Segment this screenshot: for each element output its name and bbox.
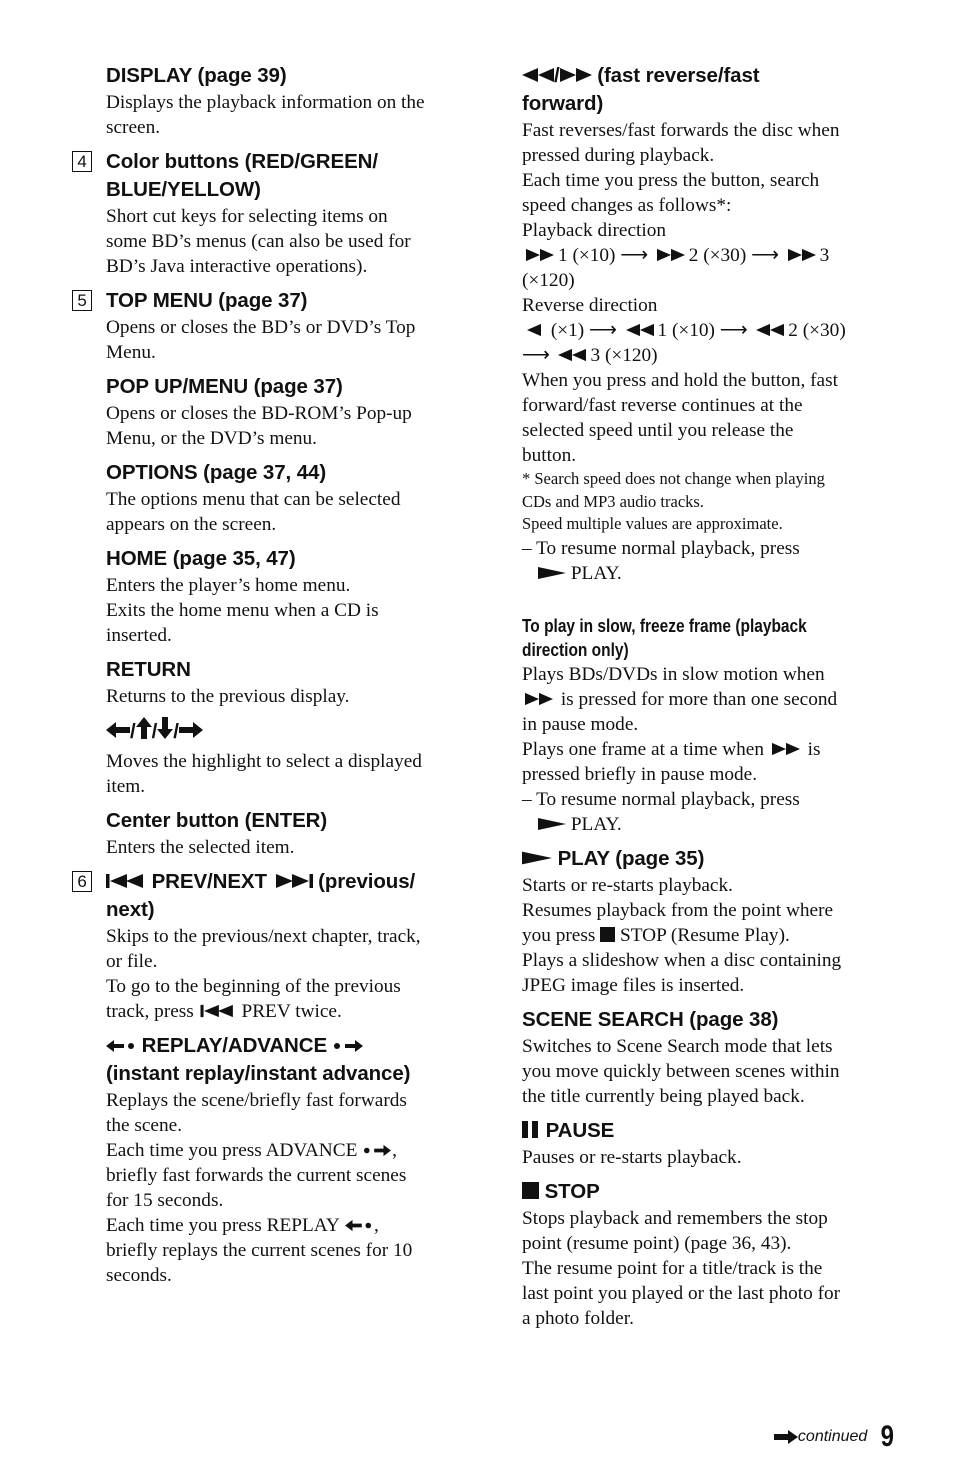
item-number-5: 5 (72, 290, 92, 311)
popup-menu-section (72, 373, 456, 451)
replay-text-7: briefly replays the current scenes for 10 (106, 1240, 413, 1261)
speed-rv1: (×1) (550, 320, 585, 341)
continued-label: continued (797, 1428, 868, 1445)
play-text-3a: you press (522, 924, 596, 946)
next-arrow-icon: ⟶ (751, 245, 779, 266)
stop-text-3: The resume point for a title/track is the (522, 1257, 823, 1279)
pause-text-1: Pauses or re-starts playback. (522, 1146, 742, 1168)
slow-section (522, 614, 874, 837)
fast-text-9: button. (522, 445, 577, 466)
left-column (72, 62, 456, 1296)
prev-next-title: PREV/NEXT (151, 870, 267, 893)
color-heading-line-1: Color buttons (RED/GREEN/ (106, 150, 378, 173)
prev-next-heading (77, 868, 456, 924)
speed-pb4: (×120) (522, 270, 575, 291)
advance-icon-inline (362, 1144, 392, 1157)
slow-text-5: pressed briefly in pause mode. (522, 763, 758, 785)
ff-icon (522, 248, 558, 262)
ff-icon (784, 248, 820, 262)
speed-rv3: 2 (×30) (788, 320, 846, 341)
slow-text-4a: Plays one frame at a time when (522, 738, 765, 760)
fast-note-2: CDs and MP3 audio tracks. (522, 491, 704, 511)
play-icon (538, 817, 566, 831)
display-text-1: Displays the playback information on the (106, 92, 425, 113)
fast-section (522, 62, 874, 586)
ff-icon (522, 692, 556, 706)
stop-section (522, 1178, 874, 1331)
fast-title-2: forward) (522, 92, 604, 115)
play-section (522, 845, 874, 998)
fast-heading (522, 62, 874, 118)
replay-text-8: seconds. (106, 1265, 172, 1286)
advance-icon (333, 1039, 363, 1053)
speed-pb2: 2 (×30) (688, 245, 747, 266)
color-heading-line-2: BLUE/YELLOW) (106, 178, 261, 201)
slow-text-2 (522, 687, 874, 712)
next-arrow-icon: ⟶ (522, 345, 550, 366)
playback-speeds (522, 243, 874, 268)
display-heading: DISPLAY (page 39) (106, 64, 287, 87)
stop-icon (600, 927, 615, 942)
scene-text-1: Switches to Scene Search mode that lets (522, 1035, 833, 1057)
fast-text-6: When you press and hold the button, fast (522, 370, 838, 391)
color-text-3: BD’s Java interactive operations). (106, 256, 368, 277)
slow-text-2-label: is pressed for more than one second (560, 688, 838, 710)
reverse-speeds (522, 318, 874, 343)
replay-text-6b: , (373, 1215, 379, 1236)
prev-next-section (72, 868, 456, 1024)
fast-text-3: Each time you press the button, search (522, 170, 820, 191)
arrow-separator-1: / (130, 720, 136, 743)
popup-text-1: Opens or closes the BD-ROM’s Pop-up (106, 403, 412, 424)
replay-icon (106, 1039, 136, 1053)
speed-rv2: 1 (×10) (657, 320, 715, 341)
replay-icon-inline (344, 1219, 374, 1232)
speed-pb3: 3 (819, 245, 830, 266)
play-icon (522, 850, 552, 866)
scene-search-heading: SCENE SEARCH (page 38) (522, 1007, 779, 1031)
play-text-3 (522, 923, 874, 948)
prev-icon (106, 873, 146, 889)
play-text-1: Starts or re-starts playback. (522, 874, 733, 896)
page-footer (774, 1420, 896, 1454)
fast-text-2: pressed during playback. (522, 145, 715, 166)
fast-text-1: Fast reverses/fast forwards the disc when (522, 120, 840, 141)
top-menu-text-2: Menu. (106, 342, 156, 363)
next-arrow-icon: ⟶ (589, 320, 617, 341)
play-text-3b: STOP (Resume Play). (620, 924, 790, 946)
fast-text-8: selected speed until you release the (522, 420, 794, 441)
return-section (72, 656, 456, 709)
stop-text-5: a photo folder. (522, 1307, 634, 1329)
replay-text-1: Replays the scene/briefly fast forwards (106, 1090, 407, 1111)
home-heading: HOME (page 35, 47) (106, 547, 296, 570)
arrows-text-1: Moves the highlight to select a displayed (106, 751, 422, 772)
slow-text-1: Plays BDs/DVDs in slow motion when (522, 663, 825, 685)
fast-resume-play: PLAY. (570, 562, 622, 584)
reverse-speeds-2 (522, 343, 874, 368)
stop-text-1: Stops playback and remembers the stop (522, 1207, 828, 1229)
pause-section (522, 1117, 874, 1170)
color-buttons-section (72, 148, 456, 279)
fast-slash: / (554, 64, 560, 87)
slow-text-4 (522, 737, 874, 762)
arrows-text-2: item. (106, 776, 146, 797)
ff-icon (653, 248, 689, 262)
top-menu-title: TOP MENU (page 37) (106, 289, 308, 312)
arrow-left-icon (106, 721, 130, 739)
pause-icon (522, 1121, 540, 1138)
prev-next-text-4 (106, 999, 456, 1024)
home-text-3: inserted. (106, 625, 172, 646)
right-column (522, 62, 874, 1339)
item-number-6: 6 (72, 871, 92, 892)
arrow-separator-3: / (173, 720, 179, 743)
fast-resume-1: – To resume normal playback, press (522, 537, 800, 559)
top-menu-heading (77, 287, 456, 315)
pause-heading (522, 1117, 874, 1145)
play-icon (538, 566, 566, 580)
replay-text-5: for 15 seconds. (106, 1190, 224, 1211)
replay-advance-title-2: (instant replay/instant advance) (106, 1062, 411, 1085)
options-text-1: The options menu that can be selected (106, 489, 401, 510)
fast-reverse-icon (522, 67, 554, 83)
display-section (72, 62, 456, 140)
center-button-section (72, 807, 456, 860)
prev-next-text-3: To go to the beginning of the previous (106, 976, 401, 997)
fr-icon (622, 323, 658, 337)
arrows-heading (106, 717, 456, 749)
slow-text-3: in pause mode. (522, 713, 639, 735)
return-text-1: Returns to the previous display. (106, 686, 350, 707)
item-number-4: 4 (72, 151, 92, 172)
fr-icon (554, 348, 590, 362)
replay-advance-section (72, 1032, 456, 1288)
play-title: PLAY (page 35) (557, 846, 705, 870)
fast-resume-2 (522, 561, 874, 586)
top-menu-section (72, 287, 456, 365)
home-text-2: Exits the home menu when a CD is (106, 600, 379, 621)
scene-text-2: you move quickly between scenes within (522, 1060, 840, 1082)
replay-text-3b: , (392, 1140, 397, 1161)
fast-title-1: (fast reverse/fast (597, 64, 760, 87)
popup-text-2: Menu, or the DVD’s menu. (106, 428, 317, 449)
reverse-label: Reverse direction (522, 295, 658, 316)
fr-icon (752, 323, 788, 337)
replay-text-6 (106, 1213, 456, 1238)
slow-resume-2 (522, 812, 874, 837)
prev-next-text-2: or file. (106, 951, 158, 972)
arrows-section (72, 717, 456, 799)
return-heading: RETURN (106, 658, 191, 681)
replay-advance-heading (106, 1032, 456, 1088)
replay-text-3a: Each time you press ADVANCE (106, 1140, 358, 1161)
stop-text-4: last point you played or the last photo for (522, 1282, 841, 1304)
fast-forward-icon (560, 67, 592, 83)
slow-resume-1: – To resume normal playback, press (522, 788, 800, 810)
color-text-1: Short cut keys for selecting items on (106, 206, 388, 227)
top-menu-text-1: Opens or closes the BD’s or DVD’s Top (106, 317, 416, 338)
home-section (72, 545, 456, 648)
arrow-up-icon (136, 717, 152, 739)
slow-heading-2: direction only) (522, 639, 629, 660)
page-number: 9 (880, 1420, 895, 1453)
play-text-4: Plays a slideshow when a disc containing (522, 949, 842, 971)
color-buttons-heading (77, 148, 456, 204)
next-icon (273, 873, 313, 889)
pause-title: PAUSE (545, 1118, 615, 1142)
fast-text-5: Playback direction (522, 220, 667, 241)
play-text-5: JPEG image files is inserted. (522, 974, 745, 996)
display-text-2: screen. (106, 117, 161, 138)
center-button-heading: Center button (ENTER) (106, 809, 328, 832)
slow-heading-1: To play in slow, freeze frame (playback (522, 615, 807, 636)
replay-text-2: the scene. (106, 1115, 183, 1136)
stop-title: STOP (544, 1179, 600, 1203)
prev-next-text-1: Skips to the previous/next chapter, track, (106, 926, 421, 947)
next-arrow-icon: ⟶ (620, 245, 648, 266)
play-heading (522, 845, 874, 873)
stop-heading (522, 1178, 874, 1206)
speed-rv4: 3 (×120) (590, 345, 658, 366)
fast-text-4: speed changes as follows*: (522, 195, 732, 216)
center-text-1: Enters the selected item. (106, 837, 295, 858)
stop-text-2: point (resume point) (page 36, 43). (522, 1232, 792, 1254)
prev-icon-inline (199, 1004, 237, 1018)
stop-icon (522, 1182, 539, 1199)
options-section (72, 459, 456, 537)
prev-next-text-4b: PREV twice. (241, 1001, 342, 1022)
scene-text-3: the title currently being played back. (522, 1085, 805, 1107)
prev-next-text-4a: track, press (106, 1001, 194, 1022)
arrow-down-icon (157, 717, 173, 739)
replay-advance-title: REPLAY/ADVANCE (141, 1034, 328, 1057)
fast-text-7: forward/fast reverse continues at the (522, 395, 803, 416)
speed-pb1: 1 (×10) (558, 245, 616, 266)
replay-text-3 (106, 1138, 456, 1163)
color-text-2: some BD’s menus (can also be used for (106, 231, 411, 252)
scene-search-section (522, 1006, 874, 1109)
replay-text-6a: Each time you press REPLAY (106, 1215, 340, 1236)
fast-note-3: Speed multiple values are approximate. (522, 514, 783, 533)
arrow-right-icon (179, 721, 203, 739)
ff-icon (769, 742, 803, 756)
arrow-separator-2: / (151, 720, 158, 743)
prev-next-title-3: next) (106, 898, 155, 921)
options-text-2: appears on the screen. (106, 514, 277, 535)
play-text-2: Resumes playback from the point where (522, 899, 834, 921)
options-heading: OPTIONS (page 37, 44) (106, 461, 327, 484)
prev-next-title-2: (previous/ (318, 870, 416, 893)
continued-arrow-icon (774, 1430, 798, 1444)
popup-menu-heading: POP UP/MENU (page 37) (106, 375, 343, 398)
next-arrow-icon: ⟶ (719, 320, 748, 341)
fast-note-1: * Search speed does not change when playing (522, 469, 825, 488)
rev-icon (522, 323, 546, 337)
slow-resume-play: PLAY. (570, 813, 622, 835)
home-text-1: Enters the player’s home menu. (106, 575, 351, 596)
slow-text-4b: is (807, 738, 821, 760)
replay-text-4: briefly fast forwards the current scenes (106, 1165, 407, 1186)
